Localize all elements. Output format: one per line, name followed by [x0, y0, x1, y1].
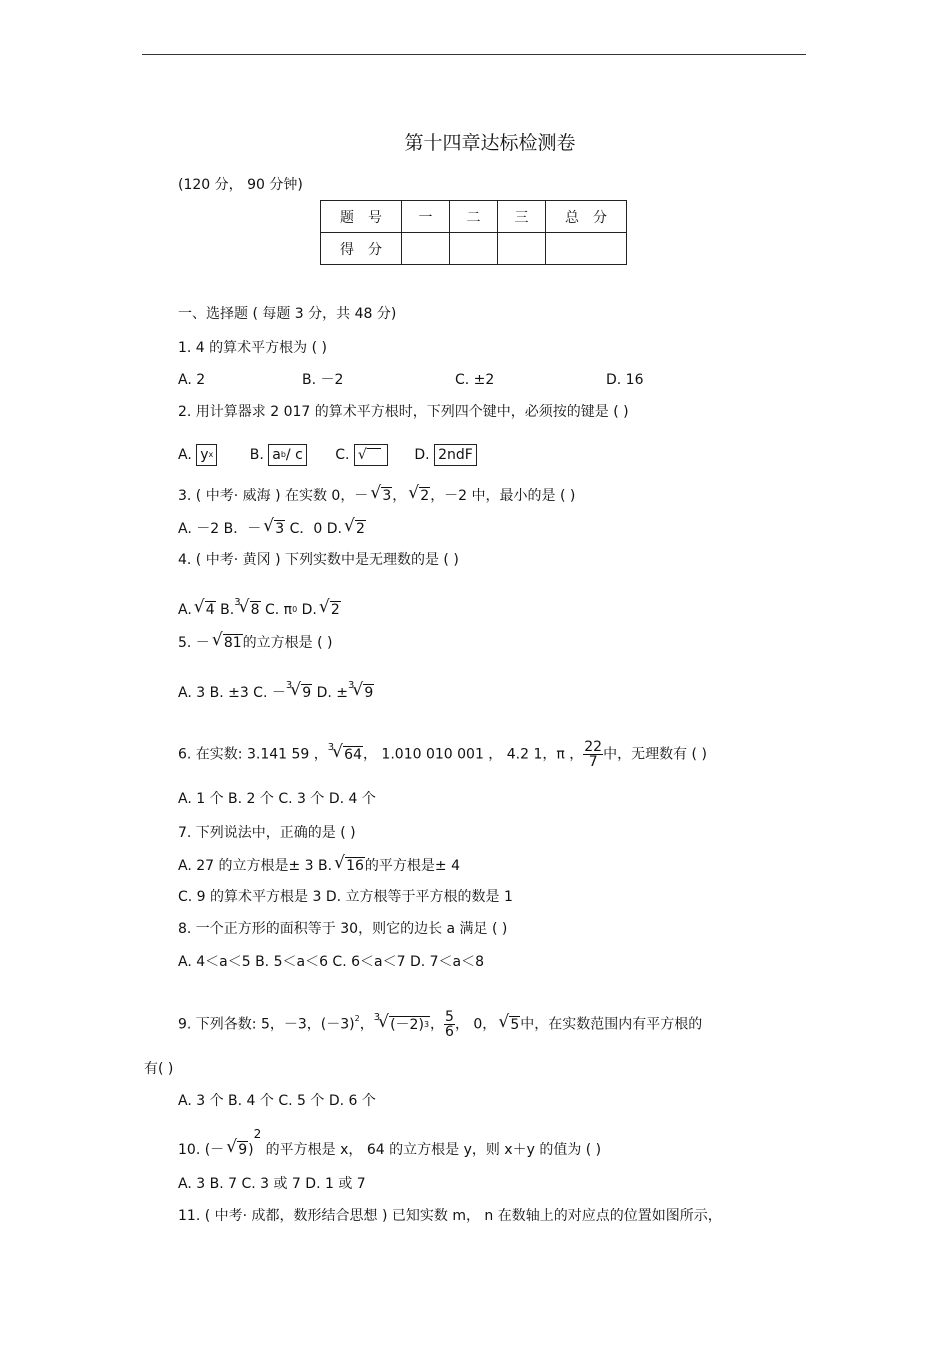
- question-11-stem: 11. ( 中考· 成都，数形结合思想 ) 已知实数 m， n 在数轴上的对应点的位置如图所示，: [178, 1208, 722, 1224]
- question-4-stem: 4. ( 中考· 黄冈 ) 下列实数中是无理数的是 ( ): [178, 552, 459, 568]
- q7-text: A. 27 的立方根是± 3 B.: [178, 858, 333, 874]
- q5-text: 的立方根是 ( ): [242, 635, 333, 651]
- sqrt-icon: [212, 634, 243, 652]
- root-index: 3: [348, 680, 355, 691]
- page-title: 第十四章达标检测卷: [404, 132, 576, 154]
- question-10-stem: [178, 1127, 602, 1159]
- q9-text: 中，在实数范围内有平方根的: [520, 1016, 703, 1033]
- exam-info: (120 分， 90 分钟): [178, 177, 303, 193]
- table-row: [321, 201, 627, 233]
- key-sup: b: [280, 450, 286, 459]
- q9-text: 9. 下列各数: 5，－3，(－3): [178, 1016, 355, 1033]
- q4-options: [178, 597, 341, 621]
- q4-a-label: A.: [178, 602, 192, 618]
- denominator: 7: [588, 754, 598, 770]
- q3-text: C．0 D.: [285, 521, 342, 537]
- exponent: 3: [423, 1019, 430, 1029]
- q6-text: 6. 在实数: 3.141 59 ，: [178, 746, 328, 763]
- q10-text: ): [248, 1142, 254, 1158]
- q1-option-b: B. －2: [302, 372, 344, 388]
- q5-text: 5. －: [178, 635, 210, 651]
- q9-options: A. 3 个 B. 4 个 C. 5 个 D. 6 个: [178, 1093, 376, 1109]
- score-table: [320, 200, 627, 265]
- table-cell: 题 号: [321, 201, 402, 233]
- radicand: 2: [355, 521, 365, 537]
- sqrt-icon: [344, 520, 366, 538]
- top-rule: [142, 54, 806, 55]
- root-index: 3: [327, 741, 335, 753]
- sqrt-icon: [263, 520, 285, 538]
- q10-text: 的平方根是 x， 64 的立方根是 y，则 x＋y 的值为 ( ): [261, 1142, 602, 1158]
- root-index: 3: [373, 1011, 381, 1023]
- q2-d-label: D.: [414, 447, 430, 463]
- q4-b-label: B.: [215, 602, 235, 618]
- q3-text: A. －2 B．－: [178, 521, 262, 537]
- radicand: 2: [420, 488, 430, 504]
- cube-root-icon: [290, 684, 312, 702]
- score-cell[interactable]: [402, 233, 450, 265]
- question-6-stem: [178, 740, 707, 769]
- q7-text: 的平方根是± 4: [364, 858, 461, 874]
- table-cell: 二: [450, 201, 498, 233]
- radicand: [389, 1016, 430, 1033]
- sqrt-icon: [226, 1141, 248, 1159]
- radicand: 3: [275, 521, 285, 537]
- q10-options: A. 3 B. 7 C. 3 或 7 D. 1 或 7: [178, 1176, 366, 1192]
- question-8-stem: 8. 一个正方形的面积等于 30，则它的边长 a 满足 ( ): [178, 921, 508, 937]
- root-index: 3: [234, 597, 241, 608]
- score-cell[interactable]: [498, 233, 546, 265]
- score-cell[interactable]: [450, 233, 498, 265]
- numerator: 22: [584, 739, 603, 755]
- fraction-key-icon: [268, 444, 307, 466]
- q7-options-line-2: C. 9 的算术平方根是 3 D. 立方根等于平方根的数是 1: [178, 889, 513, 905]
- radicand: 81: [223, 635, 242, 651]
- q9-text: ，: [359, 1016, 374, 1033]
- question-1-stem: 1. 4 的算术平方根为 ( ): [178, 340, 327, 356]
- sqrt-icon: [194, 601, 216, 619]
- q1-option-c: C. ±2: [455, 372, 495, 388]
- q2-options: [178, 444, 477, 466]
- radicand: 2: [330, 602, 340, 618]
- q5-text: A. 3 B. ±3 C. －: [178, 685, 286, 701]
- q6-text: ， 1.010 010 001 ， 4.2 1，π ，: [362, 746, 584, 763]
- denominator: 6: [445, 1024, 454, 1040]
- q3-text: 3. ( 中考· 威海 ) 在实数 0，－: [178, 488, 369, 504]
- sqrt-icon: [498, 1016, 520, 1034]
- q9-continuation: 有( ): [144, 1061, 174, 1077]
- q9-text: ，: [430, 1016, 445, 1033]
- table-cell: 三: [498, 201, 546, 233]
- question-3-stem: [178, 487, 575, 505]
- numerator: 5: [445, 1009, 454, 1025]
- q1-option-d: D. 16: [606, 372, 644, 388]
- radicand: 16: [346, 858, 364, 874]
- table-row: [321, 233, 627, 265]
- q8-options: A. 4＜a＜5 B. 5＜a＜6 C. 6＜a＜7 D. 7＜a＜8: [178, 954, 485, 970]
- table-cell: 总 分: [546, 201, 627, 233]
- question-5-stem: [178, 634, 332, 652]
- radicand: 9: [302, 685, 312, 701]
- section-title: 一、选择题 ( 每题 3 分，共 48 分): [178, 306, 397, 322]
- key-sup: x: [208, 450, 214, 459]
- q4-c-label: C. π: [260, 602, 293, 618]
- cube-root-icon: [332, 746, 363, 764]
- q4-d-label: D.: [297, 602, 317, 618]
- sqrt-icon: [408, 487, 430, 505]
- cube-root-icon: [239, 601, 261, 619]
- question-2-stem: 2. 用计算器求 2 017 的算术平方根时，下列四个键中，必须按的键是 ( ): [178, 404, 629, 420]
- question-9-stem: [178, 1010, 702, 1039]
- radicand: 4: [205, 602, 215, 618]
- key-text: / c: [285, 447, 303, 463]
- q6-text: 中，无理数有 ( ): [603, 746, 707, 763]
- q7-options-line-1: [178, 857, 460, 875]
- root-index: 3: [285, 680, 293, 691]
- q10-text: 10. (－: [178, 1142, 225, 1158]
- radicand: 64: [344, 746, 362, 763]
- q3-options: [178, 520, 366, 538]
- radicand: 9: [364, 685, 374, 701]
- radicand: 3: [382, 488, 392, 504]
- sqrt-icon: [319, 601, 341, 619]
- sqrt-key-icon: √‾‾: [354, 444, 388, 466]
- q9-text: ， 0，: [454, 1016, 497, 1033]
- question-7-stem: 7. 下列说法中，正确的是 ( ): [178, 825, 356, 841]
- q1-option-a: A. 2: [178, 372, 206, 388]
- radicand: 5: [510, 1016, 520, 1033]
- exponent: 0: [292, 605, 298, 614]
- q5-text: D. ±: [312, 685, 349, 701]
- table-cell: 得 分: [321, 233, 402, 265]
- q5-options: [178, 680, 374, 704]
- power-key-icon: [196, 444, 217, 466]
- radicand-text: (－2): [390, 1016, 424, 1033]
- key-text: a: [272, 447, 281, 463]
- q2-c-label: C.: [335, 447, 350, 463]
- q3-text: ，－2 中，最小的是 ( ): [430, 488, 576, 504]
- cube-root-icon: [352, 684, 374, 702]
- key-text: y: [200, 447, 209, 463]
- exponent: 2: [354, 1014, 360, 1023]
- fraction: [444, 1010, 455, 1039]
- radicand: 8: [250, 602, 260, 618]
- q3-text: ，: [392, 488, 407, 504]
- second-function-key-icon: 2ndF: [434, 444, 477, 466]
- q2-b-label: B.: [249, 447, 264, 463]
- q6-options: A. 1 个 B. 2 个 C. 3 个 D. 4 个: [178, 791, 376, 807]
- q2-a-label: A.: [178, 447, 192, 463]
- table-cell: 一: [402, 201, 450, 233]
- fraction: [583, 740, 603, 769]
- score-cell[interactable]: [546, 233, 627, 265]
- sqrt-icon: [370, 487, 392, 505]
- exponent: 2: [253, 1127, 262, 1141]
- cube-root-icon: [378, 1016, 430, 1034]
- sqrt-icon: [334, 857, 365, 875]
- radicand: 9: [238, 1142, 248, 1158]
